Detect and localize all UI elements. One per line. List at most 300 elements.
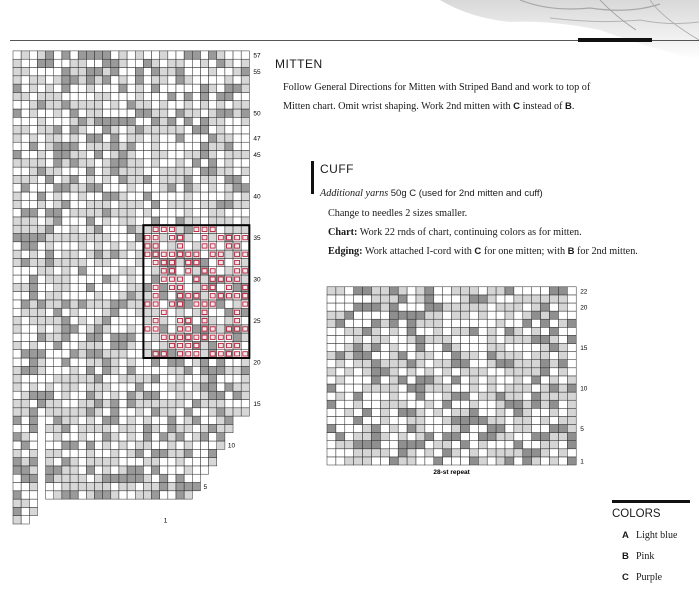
chart-stitch: [523, 287, 532, 295]
chart-stitch: [469, 441, 478, 449]
chart-stitch: [567, 335, 576, 343]
chart-stitch: [389, 433, 398, 441]
chart-stitch: [558, 425, 567, 433]
chart-stitch: [469, 295, 478, 303]
chart-stitch: [567, 449, 576, 457]
chart-stitch: [523, 344, 532, 352]
chart-stitch: [567, 295, 576, 303]
chart-stitch: [389, 368, 398, 376]
chart-stitch: [389, 408, 398, 416]
chart-stitch: [354, 400, 363, 408]
row-number: 40: [253, 193, 261, 201]
chart-stitch: [363, 335, 372, 343]
chart-stitch: [327, 425, 336, 433]
chart-stitch: [443, 327, 452, 335]
chart-stitch: [496, 287, 505, 295]
chart-stitch: [558, 376, 567, 384]
chart-stitch: [434, 392, 443, 400]
chart-stitch: [345, 287, 354, 295]
chart-stitch: [532, 392, 541, 400]
chart-stitch: [336, 425, 345, 433]
row-number: 1: [580, 458, 584, 466]
chart-stitch: [443, 433, 452, 441]
chart-stitch: [514, 311, 523, 319]
color-name: Pink: [636, 551, 655, 562]
chart-stitch: [327, 287, 336, 295]
mitten-line-2: [283, 97, 590, 116]
chart-stitch: [452, 376, 461, 384]
chart-stitch: [327, 392, 336, 400]
chart-stitch: [372, 449, 381, 457]
chart-stitch: [478, 360, 487, 368]
chart-stitch: [505, 416, 514, 424]
chart-stitch: [558, 319, 567, 327]
chart-stitch: [461, 368, 470, 376]
chart-stitch: [327, 311, 336, 319]
chart-stitch: [336, 433, 345, 441]
chart-stitch: [354, 457, 363, 465]
chart-stitch: [398, 295, 407, 303]
chart-stitch: [327, 335, 336, 343]
chart-stitch: [380, 416, 389, 424]
chart-stitch: [327, 368, 336, 376]
chart-stitch: [505, 400, 514, 408]
chart-stitch: [380, 287, 389, 295]
chart-stitch: [487, 319, 496, 327]
chart-stitch: [478, 319, 487, 327]
chart-stitch: [514, 433, 523, 441]
chart-stitch: [523, 416, 532, 424]
chart-stitch: [550, 425, 559, 433]
chart-stitch: [452, 287, 461, 295]
chart-stitch: [354, 327, 363, 335]
chart-stitch: [461, 433, 470, 441]
chart-stitch: [407, 287, 416, 295]
chart-stitch: [541, 441, 550, 449]
colors-list: [622, 530, 677, 593]
chart-stitch: [541, 360, 550, 368]
chart-stitch: [354, 449, 363, 457]
chart-stitch: [345, 352, 354, 360]
chart-stitch: [461, 392, 470, 400]
chart-stitch: [443, 408, 452, 416]
chart-stitch: [398, 392, 407, 400]
chart-stitch: [407, 352, 416, 360]
chart-stitch: [354, 433, 363, 441]
chart-stitch: [558, 457, 567, 465]
chart-stitch: [469, 457, 478, 465]
chart-stitch: [443, 457, 452, 465]
chart-stitch: [514, 441, 523, 449]
chart-stitch: [532, 295, 541, 303]
chart-stitch: [496, 416, 505, 424]
chart-stitch: [327, 457, 336, 465]
row-number: 10: [227, 442, 236, 450]
chart-stitch: [443, 384, 452, 392]
chart-stitch: [461, 416, 470, 424]
chart-stitch: [443, 352, 452, 360]
chart-stitch: [452, 425, 461, 433]
chart-stitch: [407, 327, 416, 335]
chart-stitch: [416, 344, 425, 352]
chart-stitch: [487, 449, 496, 457]
chart-stitch: [407, 295, 416, 303]
chart-stitch: [567, 433, 576, 441]
chart-stitch: [380, 311, 389, 319]
chart-stitch: [336, 416, 345, 424]
chart-stitch: [336, 335, 345, 343]
chart-stitch: [505, 303, 514, 311]
chart-stitch: [496, 295, 505, 303]
chart-stitch: [505, 441, 514, 449]
chart-stitch: [469, 449, 478, 457]
chart-stitch: [523, 408, 532, 416]
chart-stitch: [336, 344, 345, 352]
chart-stitch: [416, 392, 425, 400]
chart-stitch: [372, 457, 381, 465]
row-number: 20: [580, 304, 588, 312]
chart-stitch: [345, 376, 354, 384]
chart-stitch: [434, 441, 443, 449]
chart-stitch: [425, 416, 434, 424]
row-number: 20: [253, 359, 261, 367]
chart-stitch: [532, 416, 541, 424]
chart-stitch: [327, 360, 336, 368]
chart-stitch: [425, 376, 434, 384]
chart-stitch: [336, 311, 345, 319]
chart-stitch: [407, 311, 416, 319]
row-number: 57: [253, 52, 261, 60]
chart-stitch: [496, 384, 505, 392]
chart-stitch: [541, 392, 550, 400]
chart-stitch: [532, 352, 541, 360]
chart-stitch: [567, 319, 576, 327]
chart-stitch: [416, 319, 425, 327]
chart-stitch: [363, 400, 372, 408]
chart-stitch: [461, 344, 470, 352]
chart-stitch: [532, 368, 541, 376]
chart-stitch: [523, 352, 532, 360]
chart-stitch: [532, 400, 541, 408]
chart-stitch: [478, 303, 487, 311]
chart-stitch: [434, 303, 443, 311]
chart-stitch: [550, 449, 559, 457]
chart-stitch: [505, 335, 514, 343]
chart-stitch: [469, 352, 478, 360]
chart-stitch: [461, 400, 470, 408]
chart-stitch: [443, 449, 452, 457]
chart-stitch: [372, 384, 381, 392]
chart-stitch: [425, 344, 434, 352]
chart-stitch: [461, 408, 470, 416]
chart-stitch: [532, 425, 541, 433]
mitten-heading: MITTEN: [275, 57, 323, 71]
chart-stitch: [523, 360, 532, 368]
chart-stitch: [398, 400, 407, 408]
colors-heading: COLORS: [612, 508, 661, 520]
chart-stitch: [452, 392, 461, 400]
chart-stitch: [354, 352, 363, 360]
chart-stitch: [372, 425, 381, 433]
chart-stitch: [550, 416, 559, 424]
chart-stitch: [380, 344, 389, 352]
chart-stitch: [389, 303, 398, 311]
chart-stitch: [567, 344, 576, 352]
chart-stitch: [558, 303, 567, 311]
chart-stitch: [469, 408, 478, 416]
chart-stitch: [541, 327, 550, 335]
chart-stitch: [443, 335, 452, 343]
chart-stitch: [550, 335, 559, 343]
chart-stitch: [398, 335, 407, 343]
chart-stitch: [407, 319, 416, 327]
chart-stitch: [345, 311, 354, 319]
chart-stitch: [532, 319, 541, 327]
chart-stitch: [550, 441, 559, 449]
chart-stitch: [425, 311, 434, 319]
chart-stitch: [407, 303, 416, 311]
row-number: 5: [203, 484, 208, 492]
chart-stitch: [505, 360, 514, 368]
chart-stitch: [478, 384, 487, 392]
chart-stitch: [469, 319, 478, 327]
chart-stitch: [532, 384, 541, 392]
chart-stitch: [345, 449, 354, 457]
chart-stitch: [372, 408, 381, 416]
chart-stitch: [558, 344, 567, 352]
chart-stitch: [532, 327, 541, 335]
chart-stitch: [416, 287, 425, 295]
chart-stitch: [398, 311, 407, 319]
chart-stitch: [425, 392, 434, 400]
chart-stitch: [514, 416, 523, 424]
chart-stitch: [478, 352, 487, 360]
chart-stitch: [496, 457, 505, 465]
yarn-letter: C: [513, 101, 521, 112]
chart-stitch: [345, 335, 354, 343]
chart-stitch: [389, 449, 398, 457]
chart-stitch: [389, 360, 398, 368]
chart-stitch: [407, 433, 416, 441]
chart-stitch: [398, 441, 407, 449]
chart-stitch: [398, 360, 407, 368]
chart-stitch: [354, 319, 363, 327]
chart-stitch: [380, 352, 389, 360]
chart-stitch: [461, 441, 470, 449]
chart-stitch: [514, 327, 523, 335]
mitten-line-1: Follow General Directions for Mitten with Striped Band and work to top of: [283, 82, 591, 93]
chart-stitch: [505, 327, 514, 335]
chart-stitch: [434, 311, 443, 319]
chart-stitch: [550, 352, 559, 360]
chart-stitch: [363, 449, 372, 457]
chart-stitch: [327, 408, 336, 416]
row-number: 50: [253, 110, 261, 118]
cuff-chart-step: [328, 223, 638, 242]
cuff-edging-text: for 2nd mitten.: [574, 246, 638, 257]
chart-stitch: [505, 425, 514, 433]
chart-stitch: [354, 344, 363, 352]
chart-stitch: [363, 287, 372, 295]
chart-stitch: [567, 384, 576, 392]
chart-stitch: [496, 360, 505, 368]
chart-stitch: [523, 433, 532, 441]
chart-stitch: [389, 327, 398, 335]
chart-stitch: [443, 303, 452, 311]
chart-stitch: [532, 408, 541, 416]
chart-stitch: [469, 376, 478, 384]
chart-stitch: [478, 433, 487, 441]
chart-stitch: [345, 400, 354, 408]
chart-stitch: [461, 449, 470, 457]
chart-stitch: [541, 368, 550, 376]
chart-stitch: [407, 376, 416, 384]
chart-stitch: [532, 344, 541, 352]
cuff-edging-label: Edging:: [328, 246, 363, 257]
chart-stitch: [380, 295, 389, 303]
chart-stitch: [505, 352, 514, 360]
chart-stitch: [398, 327, 407, 335]
chart-stitch: [363, 416, 372, 424]
chart-stitch: [416, 441, 425, 449]
chart-stitch: [345, 360, 354, 368]
chart-stitch: [434, 408, 443, 416]
chart-stitch: [425, 425, 434, 433]
row-number: 45: [253, 152, 261, 160]
chart-stitch: [327, 416, 336, 424]
chart-stitch: [425, 400, 434, 408]
chart-stitch: [336, 287, 345, 295]
chart-stitch: [558, 433, 567, 441]
chart-stitch: [478, 457, 487, 465]
chart-stitch: [505, 311, 514, 319]
chart-stitch: [434, 425, 443, 433]
chart-stitch: [372, 392, 381, 400]
chart-stitch: [469, 392, 478, 400]
chart-stitch: [363, 376, 372, 384]
chart-stitch: [567, 441, 576, 449]
chart-stitch: [407, 416, 416, 424]
chart-stitch: [541, 352, 550, 360]
chart-stitch: [558, 368, 567, 376]
chart-stitch: [478, 311, 487, 319]
chart-stitch: [478, 441, 487, 449]
chart-stitch: [372, 335, 381, 343]
row-number: 22: [580, 288, 588, 296]
chart-stitch: [398, 376, 407, 384]
chart-stitch: [416, 311, 425, 319]
chart-stitch: [416, 295, 425, 303]
chart-stitch: [523, 457, 532, 465]
chart-stitch: [487, 433, 496, 441]
chart-stitch: [372, 360, 381, 368]
chart-stitch: [487, 425, 496, 433]
chart-stitch: [398, 287, 407, 295]
chart-stitch: [505, 457, 514, 465]
chart-stitch: [550, 376, 559, 384]
chart-stitch: [363, 368, 372, 376]
chart-stitch: [505, 287, 514, 295]
chart-stitch: [452, 408, 461, 416]
chart-stitch: [372, 319, 381, 327]
chart-stitch: [452, 303, 461, 311]
chart-stitch: [407, 457, 416, 465]
chart-stitch: [416, 327, 425, 335]
mitten-instructions: [283, 78, 590, 116]
chart-stitch: [550, 392, 559, 400]
chart-stitch: [434, 368, 443, 376]
chart-stitch: [354, 384, 363, 392]
chart-stitch: [523, 425, 532, 433]
row-number: 1: [163, 517, 168, 525]
chart-stitch: [487, 408, 496, 416]
chart-stitch: [425, 303, 434, 311]
chart-stitch: [469, 433, 478, 441]
chart-stitch: [478, 425, 487, 433]
chart-stitch: [550, 360, 559, 368]
chart-stitch: [443, 368, 452, 376]
chart-stitch: [452, 327, 461, 335]
chart-stitch: [345, 392, 354, 400]
chart-stitch: [567, 457, 576, 465]
chart-stitch: [550, 408, 559, 416]
chart-stitch: [345, 433, 354, 441]
chart-stitch: [567, 287, 576, 295]
chart-stitch: [514, 384, 523, 392]
chart-stitch: [407, 425, 416, 433]
chart-stitch: [354, 441, 363, 449]
chart-stitch: [558, 295, 567, 303]
chart-stitch: [389, 376, 398, 384]
chart-stitch: [363, 311, 372, 319]
chart-stitch: [363, 392, 372, 400]
chart-stitch: [380, 319, 389, 327]
chart-stitch: [389, 295, 398, 303]
yarn-letter: C: [474, 246, 482, 257]
chart-stitch: [532, 303, 541, 311]
chart-stitch: [461, 352, 470, 360]
chart-stitch: [416, 408, 425, 416]
chart-stitch: [363, 344, 372, 352]
chart-stitch: [354, 425, 363, 433]
chart-stitch: [505, 295, 514, 303]
chart-stitch: [523, 376, 532, 384]
chart-stitch: [389, 441, 398, 449]
chart-stitch: [532, 360, 541, 368]
chart-stitch: [461, 457, 470, 465]
chart-stitch: [550, 384, 559, 392]
chart-stitch: [496, 408, 505, 416]
chart-stitch: [416, 303, 425, 311]
chart-stitch: [558, 335, 567, 343]
cuff-chart-label: Chart:: [328, 227, 358, 238]
row-number: 25: [253, 318, 261, 326]
chart-stitch: [478, 295, 487, 303]
chart-stitch: [327, 303, 336, 311]
chart-stitch: [354, 416, 363, 424]
chart-stitch: [550, 433, 559, 441]
chart-stitch: [523, 295, 532, 303]
chart-stitch: [327, 384, 336, 392]
chart-stitch: [363, 384, 372, 392]
chart-stitch: [380, 368, 389, 376]
chart-stitch: [541, 311, 550, 319]
chart-stitch: [505, 392, 514, 400]
chart-stitch: [541, 303, 550, 311]
chart-stitch: [327, 433, 336, 441]
chart-stitch: [327, 441, 336, 449]
chart-stitch: [532, 457, 541, 465]
